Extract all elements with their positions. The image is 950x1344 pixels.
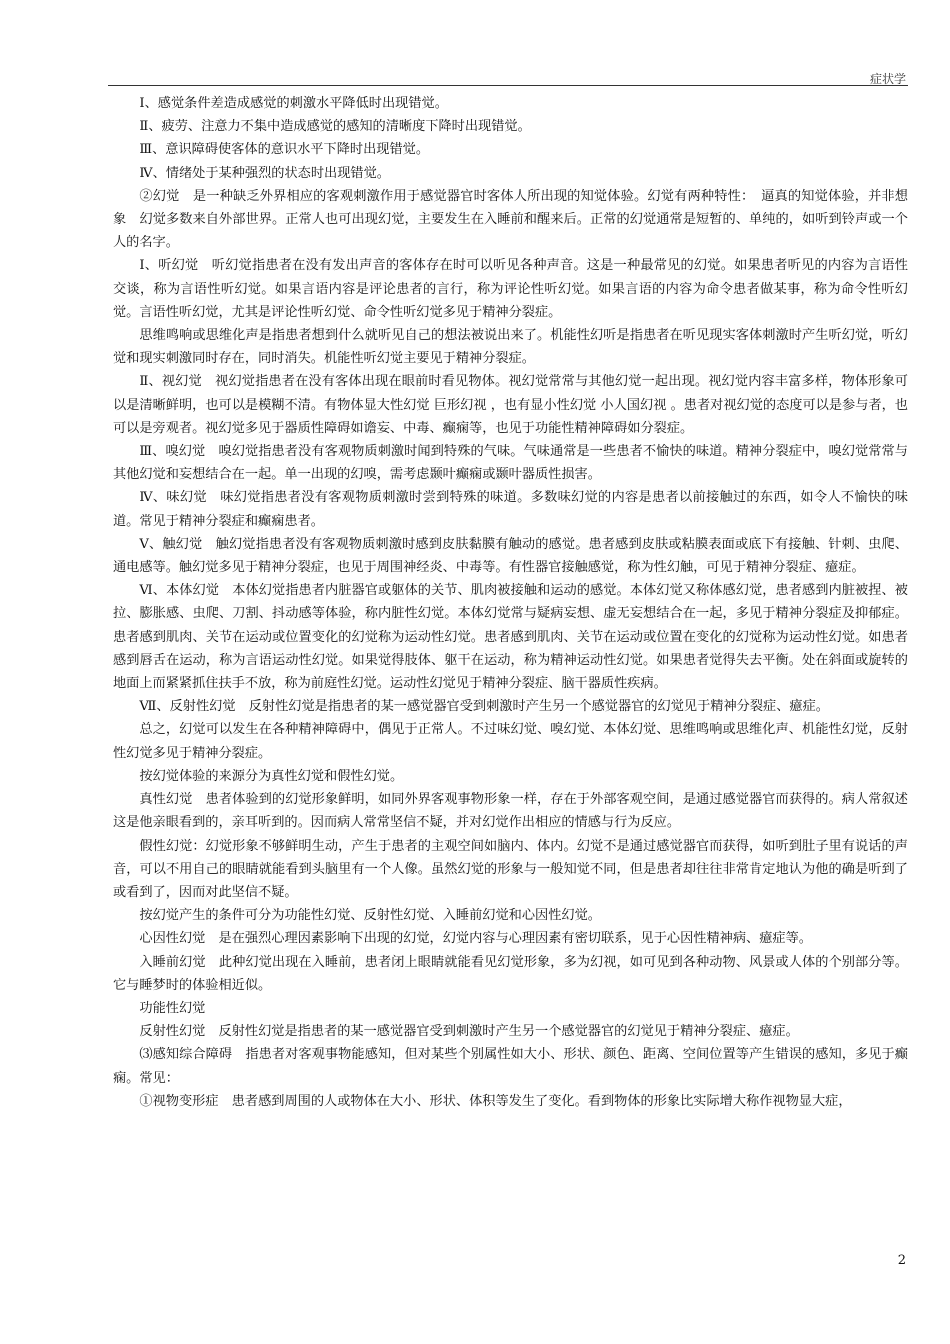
paragraph: Ⅲ、意识障碍使客体的意识水平下降时出现错觉。 — [139, 142, 430, 158]
paragraph: Ⅵ、本体幻觉 本体幻觉指患者内脏器官或躯体的关节、肌肉被接触和运动的感觉。本体幻觉又称体感幻觉，患者感到内脏被捏、被拉、膨胀感、虫爬、刀割、抖动感等体验，称内脏性幻觉。本体幻觉常与疑病妄想、虚无妄想结合在一起，多见于精神分裂症及抑郁症。患者感到肌肉、关节在运动或位置变化的幻觉称为运动性幻觉。患者感到肌肉、关节在运动或位置在变化的幻觉称为运动性幻觉。如患者感到唇舌在运动，称为言语运动性幻觉。如果觉得肢体、躯干在运动，称为精神运动性幻觉。如果患者觉得失去平衡。处在斜面或旋转的地面上而紧紧抓住扶手不放，称为前庭性幻觉。运动性幻觉见于精神分裂症、脑干器质性疾病。 — [113, 583, 908, 692]
paragraph: 真性幻觉 患者体验到的幻觉形象鲜明，如同外界客观事物形象一样，存在于外部客观空间，是通过感觉器官而获得的。病人常叙述这是他亲眼看到的，亲耳听到的。因而病人常常坚信不疑，并对幻觉作出相应的情感与行为反应。 — [113, 792, 908, 831]
paragraph: 总之，幻觉可以发生在各种精神障碍中，偶见于正常人。不过味幻觉、嗅幻觉、本体幻觉、思维鸣响或思维化声、机能性幻觉，反射性幻觉多见于精神分裂症。 — [113, 722, 908, 761]
paragraph: 思维鸣响或思维化声是指患者想到什么就听见自己的想法被说出来了。机能性幻听是指患者在听见现实客体刺激时产生听幻觉，听幻觉和现实刺激同时存在，同时消失。机能性听幻觉主要见于精神分裂症。 — [113, 328, 908, 367]
paragraph: ①视物变形症 患者感到周围的人或物体在大小、形状、体积等发生了变化。看到物体的形象比实际增大称作视物显大症， — [139, 1093, 852, 1109]
paragraph: Ⅶ、反射性幻觉 反射性幻觉是指患者的某一感觉器官受到刺激时产生另一个感觉器官的幻觉见于精神分裂症、癔症。 — [139, 699, 829, 715]
paragraph: Ⅰ、感觉条件差造成感觉的刺激水平降低时出现错觉。 — [139, 96, 448, 111]
paragraph: Ⅳ、味幻觉 味幻觉指患者没有客观物质刺激时尝到特殊的味道。多数味幻觉的内容是患者以前接触过的东西，如令人不愉快的味道。常见于精神分裂症和癫痫患者。 — [113, 490, 908, 529]
paragraph: 按幻觉产生的条件可分为功能性幻觉、反射性幻觉、入睡前幻觉和心因性幻觉。 — [139, 908, 601, 924]
paragraph: Ⅲ、嗅幻觉 嗅幻觉指患者没有客观物质刺激时闻到特殊的气味。气味通常是一些患者不愉快的味道。精神分裂症中，嗅幻觉常常与其他幻觉和妄想结合在一起。单一出现的幻嗅，需考虑颞叶癫痫或颞叶器质性损害。 — [113, 444, 908, 483]
paragraph: 功能性幻觉 — [139, 1000, 206, 1016]
paragraph: Ⅳ、情绪处于某种强烈的状态时出现错觉。 — [139, 165, 390, 181]
paragraph: 反射性幻觉 反射性幻觉是指患者的某一感觉器官受到刺激时产生另一个感觉器官的幻觉见于精神分裂症、癔症。 — [139, 1024, 799, 1040]
paragraph: Ⅱ、疲劳、注意力不集中造成感觉的感知的清晰度下降时出现错觉。 — [139, 119, 531, 135]
paragraph: 按幻觉体验的来源分为真性幻觉和假性幻觉。 — [139, 768, 404, 784]
paragraph: ⑶感知综合障碍 指患者对客观事物能感知，但对某些个别属性如大小、形状、颜色、距离、空间位置等产生错误的感知，多见于癫痫。常见： — [113, 1047, 908, 1086]
paragraph: Ⅱ、视幻觉 视幻觉指患者在没有客体出现在眼前时看见物体。视幻觉常常与其他幻觉一起出现。视幻觉内容丰富多样，物体形象可以是清晰鲜明，也可以是模糊不清。有物体显大性幻觉 巨形幻视 ，也有显小性幻觉 小人国幻视 。患者对视幻觉的态度可以是参与者，也可以是旁观者。视幻觉多见于器质性障碍如谵妄、中毒、癫痫等，也见于功能性精神障碍如分裂症。 — [113, 374, 908, 436]
document-body — [113, 92, 908, 1113]
paragraph: 心因性幻觉 是在强烈心理因素影响下出现的幻觉，幻觉内容与心理因素有密切联系，见于心因性精神病、癔症等。 — [139, 931, 812, 947]
running-header: 症状学 — [869, 72, 906, 86]
paragraph: Ⅴ、触幻觉 触幻觉指患者没有客观物质刺激时感到皮肤黏膜有触动的感觉。患者感到皮肤或粘膜表面或底下有接触、针刺、虫爬、通电感等。触幻觉多见于精神分裂症，也见于周围神经炎、中毒等。有性器官接触感觉，称为性幻触，可见于精神分裂症、癔症。 — [113, 536, 908, 576]
paragraph: Ⅰ、听幻觉 听幻觉指患者在没有发出声音的客体存在时可以听见各种声音。这是一种最常见的幻觉。如果患者听见的内容为言语性交谈，称为言语性听幻觉。如果言语内容是评论患者的言行，称为评论性听幻觉。如果言语的内容为命令患者做某事，称为命令性听幻觉。言语性听幻觉，尤其是评论性听幻觉、命令性听幻觉多见于精神分裂症。 — [113, 258, 908, 320]
header-divider — [108, 85, 908, 86]
paragraph: 假性幻觉：幻觉形象不够鲜明生动，产生于患者的主观空间如脑内、体内。幻觉不是通过感觉器官而获得，如听到肚子里有说话的声音，可以不用自己的眼睛就能看到头脑里有一个人像。虽然幻觉的形象与一般知觉不同，但是患者却往往非常肯定地认为他的确是听到了或看到了，因而对此坚信不疑。 — [113, 838, 908, 900]
paragraph: ②幻觉 是一种缺乏外界相应的客观刺激作用于感觉器官时客体人所出现的知觉体验。幻觉有两种特性： 逼真的知觉体验，并非想象 幻觉多数来自外部世界。正常人也可出现幻觉，主要发生在入睡前和醒来后。正常的幻觉通常是短暂的、单纯的，如听到铃声或一个人的名字。 — [113, 188, 908, 251]
paragraph: 入睡前幻觉 此种幻觉出现在入睡前，患者闭上眼睛就能看见幻觉形象，多为幻视，如可见到各种动物、风景或人体的个别部分等。它与睡梦时的体验相近似。 — [113, 954, 908, 993]
page-number: 2 — [897, 1253, 906, 1268]
